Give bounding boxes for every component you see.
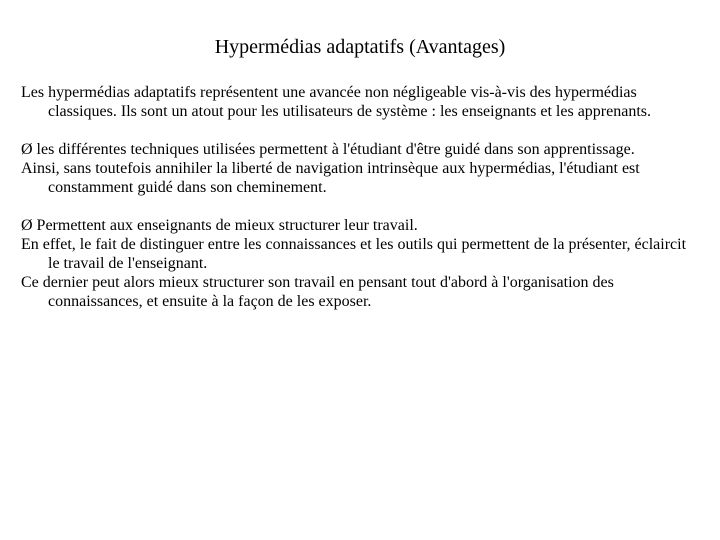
teachers-conclusion: Ce dernier peut alors mieux structurer son travail en pensant tout d'abord à l'organisation des connaissances, et ensuite à la façon de les exposer. [21, 274, 614, 310]
slide-title: Hypermédias adaptatifs (Avantages) [214, 36, 506, 58]
guidance-detail: Ainsi, sans toutefois annihiler la liberté de navigation intrinsèque aux hypermédias, l'étudiant est constamment guidé dans son cheminement. [21, 160, 640, 196]
bullet-guidance: Ø les différentes techniques utilisées permettent à l'étudiant d'être guidé dans son apprentissage. [21, 141, 635, 158]
teachers-detail: En effet, le fait de distinguer entre les connaissances et les outils qui permettent de la présenter, éclaircit le travail de l'enseignant. [21, 236, 687, 272]
bullet-teachers: Ø Permettent aux enseignants de mieux structurer leur travail. [21, 217, 418, 234]
intro-paragraph: Les hypermédias adaptatifs représentent une avancée non négligeable vis-à-vis des hypermédias classiques. Ils sont un atout pour les utilisateurs de système : les enseignants et les apprenants. [21, 84, 651, 120]
slide-body [21, 83, 701, 311]
paragraph-spacer [21, 197, 701, 216]
paragraph-spacer [21, 121, 701, 140]
